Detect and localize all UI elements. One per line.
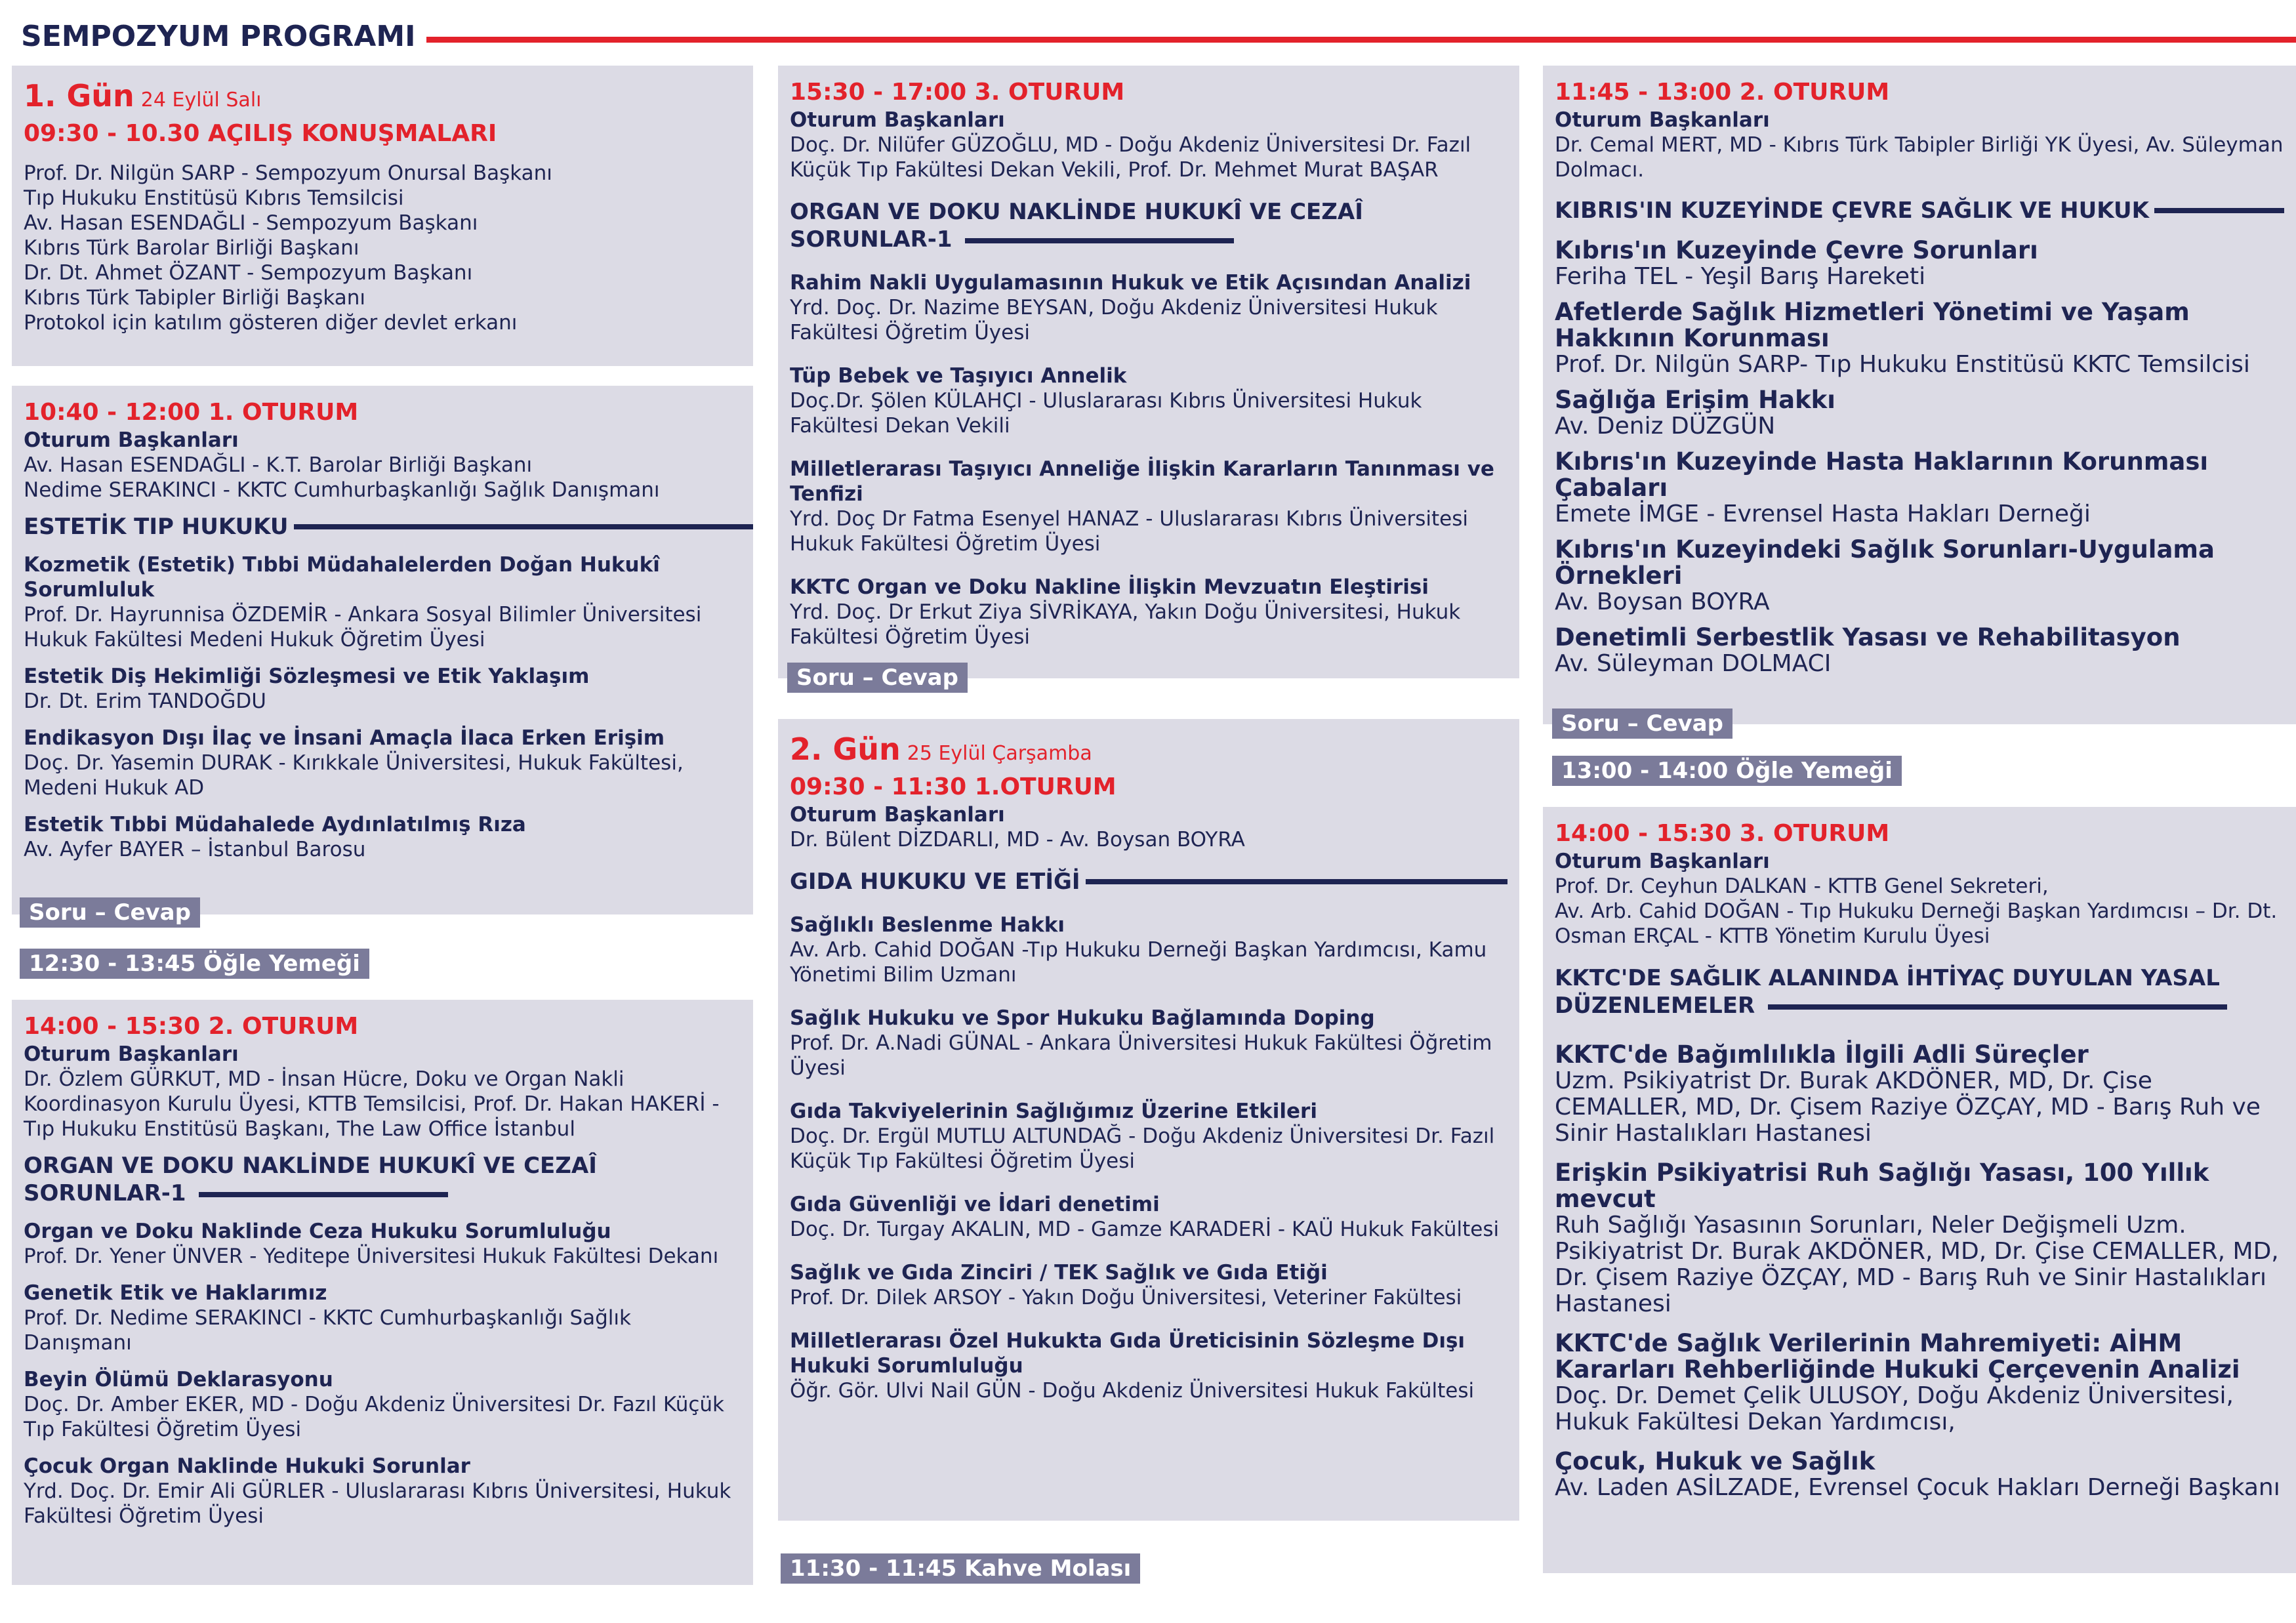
- section-heading: [790, 868, 1507, 895]
- section-rule: [2154, 208, 2284, 213]
- talk-speaker: Doç. Dr. Amber EKER, MD - Doğu Akdeniz Üniversitesi Dr. Fazıl Küçük Tıp Fakültesi Öğretim Üyesi: [24, 1393, 725, 1441]
- list-item: [1555, 299, 2284, 378]
- list-item: [790, 913, 1507, 987]
- section-heading-text: ORGAN VE DOKU NAKLİNDE HUKUKÎ VE CEZAÎ SORUNLAR-1: [790, 199, 1363, 253]
- list-item: Tıp Hukuku Enstitüsü Kıbrıs Temsilcisi: [24, 186, 404, 210]
- talk-speaker: Öğr. Gör. Ulvi Nail GÜN - Doğu Akdeniz Üniversitesi Hukuk Fakültesi: [790, 1379, 1475, 1403]
- list-item: Prof. Dr. Nilgün SARP - Sempozyum Onursal Başkanı: [24, 161, 552, 185]
- talk-title: Milletlerarası Özel Hukukta Gıda Üreticisinin Sözleşme Dışı Hukuki Sorumluluğu: [790, 1329, 1466, 1378]
- list-item: Av. Hasan ESENDAĞLI - Sempozyum Başkanı: [24, 211, 478, 235]
- session-title: 15:30 - 17:00 3. OTURUM: [790, 79, 1125, 106]
- list-item: [790, 1328, 1507, 1403]
- talk-title: Denetimli Serbestlik Yasası ve Rehabilitasyon: [1555, 623, 2181, 651]
- chairs-text: Nedime SERAKINCI - KKTC Cumhurbaşkanlığı Sağlık Danışmanı: [24, 478, 660, 502]
- section-rule: [1768, 1004, 2227, 1010]
- talk-speaker: Prof. Dr. Dilek ARSOY - Yakın Doğu Üniversitesi, Veteriner Fakültesi: [790, 1286, 1462, 1309]
- col3-session3-panel: [1543, 807, 2296, 1573]
- section-heading: [24, 513, 753, 541]
- section-heading: [1555, 197, 2284, 224]
- list-item: [24, 812, 741, 862]
- talk-title: Beyin Ölümü Deklarasyonu: [24, 1368, 333, 1391]
- talk-title: Erişkin Psikiyatrisi Ruh Sağlığı Yasası, 100 Yıllık mevcut: [1555, 1159, 2209, 1213]
- talk-title: Çocuk Organ Naklinde Hukuki Sorunlar: [24, 1454, 470, 1478]
- talk-title: Estetik Diş Hekimliği Sözleşmesi ve Etik Yaklaşım: [24, 665, 590, 688]
- list-item: [24, 552, 741, 652]
- section-heading-text: KKTC'DE SAĞLIK ALANINDA İHTİYAÇ DUYULAN YASAL DÜZENLEMELER: [1555, 965, 2220, 1019]
- day-label: 1. Gün: [24, 78, 134, 113]
- list-item: [1555, 387, 2284, 440]
- section-heading-text: KIBRIS'IN KUZEYİNDE ÇEVRE SAĞLIK VE HUKUK: [1555, 197, 2149, 224]
- chairs-label: Oturum Başkanları: [790, 108, 1005, 132]
- talk-speaker: Doç.Dr. Şölen KÜLAHÇI - Uluslararası Kıbrıs Üniversitesi Hukuk Fakültesi Dekan Vekili: [790, 389, 1422, 438]
- day-label: 2. Gün: [790, 731, 901, 767]
- chairs-label: Oturum Başkanları: [24, 428, 239, 452]
- section-rule: [294, 524, 753, 529]
- list-item: [24, 664, 741, 714]
- chairs-label: Oturum Başkanları: [1555, 850, 1770, 873]
- talk-speaker: Yrd. Doç Dr Fatma Esenyel HANAZ - Uluslararası Kıbrıs Üniversitesi Hukuk Fakültesi Öğretim Üyesi: [790, 507, 1468, 556]
- coffee-badge: 11:30 - 11:45 Kahve Molası: [781, 1553, 1140, 1584]
- talk-title: Sağlık ve Gıda Zinciri / TEK Sağlık ve Gıda Etiği: [790, 1261, 1328, 1284]
- list-item: [790, 1099, 1507, 1174]
- section-heading: [1555, 964, 2284, 1019]
- talk-speaker: Yrd. Doç. Dr. Nazime BEYSAN, Doğu Akdeniz Üniversitesi Hukuk Fakültesi Öğretim Üyesi: [790, 296, 1438, 344]
- session2-panel: [12, 1000, 753, 1585]
- list-item: [24, 1367, 741, 1442]
- talk-title: Rahim Nakli Uygulamasının Hukuk ve Etik Açısından Analizi: [790, 271, 1471, 295]
- chairs-text: Av. Hasan ESENDAĞLI - K.T. Barolar Birliği Başkanı: [24, 453, 533, 477]
- day2-panel: [778, 719, 1519, 1521]
- session-title: 14:00 - 15:30 3. OTURUM: [1555, 820, 1890, 847]
- day-date: 24 Eylül Salı: [140, 89, 262, 112]
- talk-speaker: Av. Laden ASİLZADE, Evrensel Çocuk Hakları Derneği Başkanı: [1555, 1474, 2280, 1501]
- list-item: [24, 1281, 741, 1355]
- qa-badge: Soru – Cevap: [1552, 709, 1732, 739]
- talk-speaker: Yrd. Doç. Dr Erkut Ziya SİVRİKAYA, Yakın Doğu Üniversitesi, Hukuk Fakültesi Öğretim Üyesi: [790, 600, 1461, 649]
- talk-speaker: Doç. Dr. Turgay AKALIN, MD - Gamze KARADERİ - KAÜ Hukuk Fakültesi: [790, 1218, 1500, 1241]
- talk-speaker: Av. Arb. Cahid DOĞAN -Tıp Hukuku Derneği Başkan Yardımcısı, Kamu Yönetimi Bilim Uzmanı: [790, 938, 1487, 987]
- session-title: 09:30 - 11:30 1.OTURUM: [790, 773, 1117, 800]
- talk-speaker: Doç. Dr. Ergül MUTLU ALTUNDAĞ - Doğu Akdeniz Üniversitesi Dr. Fazıl Küçük Tıp Fakültesi Öğretim Üyesi: [790, 1124, 1495, 1173]
- talk-speaker: Feriha TEL - Yeşil Barış Hareketi: [1555, 263, 1926, 290]
- talk-title: Sağlık Hukuku ve Spor Hukuku Bağlamında Doping: [790, 1006, 1375, 1030]
- talk-speaker: Av. Süleyman DOLMACI: [1555, 650, 1832, 677]
- chairs-text: Av. Arb. Cahid DOĞAN - Tıp Hukuku Derneği Başkan Yardımcısı – Dr. Dt. Osman ERÇAL - KTTB Yönetim Kurulu Üyesi: [1555, 899, 2278, 948]
- session-title: 10:40 - 12:00 1. OTURUM: [24, 399, 359, 426]
- talk-speaker: Av. Deniz DÜZGÜN: [1555, 413, 1776, 440]
- talk-title: KKTC'de Bağımlılıkla İlgili Adli Süreçler: [1555, 1040, 2089, 1069]
- section-rule: [965, 238, 1234, 243]
- talk-speaker: Prof. Dr. A.Nadi GÜNAL - Ankara Üniversitesi Hukuk Fakültesi Öğretim Üyesi: [790, 1031, 1492, 1080]
- chairs-text: Prof. Dr. Ceyhun DALKAN - KTTB Genel Sekreteri,: [1555, 874, 2049, 898]
- list-item: [1555, 237, 2284, 290]
- list-item: Protokol için katılım gösteren diğer devlet erkanı: [24, 311, 518, 335]
- col3-session2-panel: [1543, 66, 2296, 724]
- talk-title: Genetik Etik ve Haklarımız: [24, 1281, 327, 1305]
- list-item: [1555, 625, 2284, 677]
- chairs-label: Oturum Başkanları: [790, 803, 1005, 827]
- list-item: Dr. Dt. Ahmet ÖZANT - Sempozyum Başkanı: [24, 261, 473, 285]
- session-title: 11:45 - 13:00 2. OTURUM: [1555, 79, 1890, 106]
- chairs-label: Oturum Başkanları: [1555, 108, 1770, 132]
- opening-panel: [12, 66, 753, 366]
- talk-speaker: Ruh Sağlığı Yasasının Sorunları, Neler Değişmeli Uzm. Psikiyatrist Dr. Burak AKDÖNER, MD, Dr. Çise CEMALLER, MD, Dr. Çisem Raziye ÖZÇAY, MD - Barış Ruh ve Sinir Hastalıkları Hastanesi: [1555, 1212, 2279, 1317]
- section-heading: [790, 198, 1507, 253]
- talk-title: KKTC Organ ve Doku Nakline İlişkin Mevzuatın Eleştirisi: [790, 575, 1429, 599]
- talk-title: Gıda Güvenliği ve İdari denetimi: [790, 1193, 1160, 1216]
- chairs-text: Doç. Dr. Nilüfer GÜZOĞLU, MD - Doğu Akdeniz Üniversitesi Dr. Fazıl Küçük Tıp Fakültesi Dekan Vekili, Prof. Dr. Mehmet Murat BAŞAR: [790, 133, 1471, 182]
- talk-speaker: Av. Ayfer BAYER – İstanbul Barosu: [24, 838, 366, 861]
- talk-speaker: Prof. Dr. Nedime SERAKINCI - KKTC Cumhurbaşkanlığı Sağlık Danışmanı: [24, 1306, 631, 1355]
- talk-title: Estetik Tıbbi Müdahalede Aydınlatılmış Rıza: [24, 813, 526, 836]
- talk-title: Sağlıklı Beslenme Hakkı: [790, 913, 1065, 937]
- talk-speaker: Yrd. Doç. Dr. Emir Ali GÜRLER - Uluslararası Kıbrıs Üniversitesi, Hukuk Fakültesi Öğretim Üyesi: [24, 1479, 731, 1528]
- list-item: [24, 1454, 741, 1529]
- talk-title: Çocuk, Hukuk ve Sağlık: [1555, 1447, 1876, 1475]
- day1-heading: [24, 77, 741, 119]
- page-title: SEMPOZYUM PROGRAMI: [21, 20, 416, 53]
- list-item: [790, 363, 1507, 438]
- lunch-badge: 12:30 - 13:45 Öğle Yemeği: [20, 949, 369, 979]
- session1-panel: [12, 386, 753, 914]
- chairs-label: Oturum Başkanları: [24, 1042, 239, 1066]
- talk-speaker: Uzm. Psikiyatrist Dr. Burak AKDÖNER, MD, Dr. Çise CEMALLER, MD, Dr. Çisem Raziye ÖZÇAY, MD - Barış Ruh ve Sinir Hastalıkları Hastanesi: [1555, 1067, 2261, 1147]
- list-item: [790, 575, 1507, 649]
- talk-speaker: Prof. Dr. Hayrunnisa ÖZDEMİR - Ankara Sosyal Bilimler Üniversitesi Hukuk Fakültesi Medeni Hukuk Öğretim Üyesi: [24, 603, 702, 651]
- talk-speaker: Av. Boysan BOYRA: [1555, 588, 1770, 615]
- session3-panel: [778, 66, 1519, 678]
- list-item: [790, 457, 1507, 556]
- talk-title: Organ ve Doku Naklinde Ceza Hukuku Sorumluluğu: [24, 1220, 611, 1243]
- list-item: [790, 1260, 1507, 1310]
- list-item: Kıbrıs Türk Tabipler Birliği Başkanı: [24, 286, 365, 310]
- title-rule: [426, 37, 2296, 43]
- list-item: [790, 270, 1507, 345]
- list-item: [1555, 1042, 2284, 1147]
- list-item: [1555, 449, 2284, 527]
- list-item: [24, 726, 741, 800]
- qa-badge: Soru – Cevap: [20, 897, 200, 928]
- talk-speaker: Prof. Dr. Yener ÜNVER - Yeditepe Üniversitesi Hukuk Fakültesi Dekanı: [24, 1244, 719, 1268]
- talk-title: Sağlığa Erişim Hakkı: [1555, 386, 1835, 414]
- chairs-text: Dr. Bülent DİZDARLI, MD - Av. Boysan BOYRA: [790, 828, 1245, 852]
- talk-title: Tüp Bebek ve Taşıyıcı Annelik: [790, 364, 1127, 388]
- talk-title: Endikasyon Dışı İlaç ve İnsani Amaçla İlaca Erken Erişim: [24, 726, 665, 750]
- talk-title: Kıbrıs'ın Kuzeyindeki Sağlık Sorunları-Uygulama Örnekleri: [1555, 535, 2215, 590]
- talk-title: KKTC'de Sağlık Verilerinin Mahremiyeti: AİHM Kararları Rehberliğinde Hukuki Çerçevenin Analizi: [1555, 1329, 2240, 1384]
- chairs-text: Dr. Cemal MERT, MD - Kıbrıs Türk Tabipler Birliği YK Üyesi, Av. Süleyman Dolmacı.: [1555, 133, 2284, 182]
- list-item: [24, 1219, 741, 1269]
- list-item: [790, 1006, 1507, 1080]
- talk-speaker: Prof. Dr. Nilgün SARP- Tıp Hukuku Enstitüsü KKTC Temsilcisi: [1555, 351, 2250, 378]
- list-item: [1555, 537, 2284, 615]
- section-heading-text: ORGAN VE DOKU NAKLİNDE HUKUKÎ VE CEZAÎ SORUNLAR-1: [24, 1153, 597, 1206]
- lunch-badge: 13:00 - 14:00 Öğle Yemeği: [1552, 756, 1902, 786]
- talk-title: Milletlerarası Taşıyıcı Anneliğe İlişkin Kararların Tanınması ve Tenfizi: [790, 457, 1494, 506]
- section-rule: [199, 1192, 448, 1197]
- list-item: [1555, 1160, 2284, 1317]
- talk-speaker: Doç. Dr. Yasemin DURAK - Kırıkkale Üniversitesi, Hukuk Fakültesi, Medeni Hukuk AD: [24, 751, 684, 800]
- list-item: [790, 1192, 1507, 1242]
- section-heading-text: GIDA HUKUKU VE ETİĞİ: [790, 869, 1080, 895]
- talk-speaker: Dr. Dt. Erim TANDOĞDU: [24, 689, 266, 713]
- qa-badge: Soru – Cevap: [787, 663, 968, 693]
- talk-speaker: Emete İMGE - Evrensel Hasta Hakları Derneği: [1555, 501, 2091, 527]
- talk-speaker: Doç. Dr. Demet Çelik ULUSOY, Doğu Akdeniz Üniversitesi, Hukuk Fakültesi Dekan Yardımcısı,: [1555, 1382, 2234, 1435]
- talk-title: Gıda Takviyelerinin Sağlığımız Üzerine Etkileri: [790, 1099, 1317, 1123]
- talk-title: Kıbrıs'ın Kuzeyinde Çevre Sorunları: [1555, 236, 2038, 264]
- talk-title: Kıbrıs'ın Kuzeyinde Hasta Haklarının Korunması Çabaları: [1555, 447, 2209, 502]
- list-item: [1555, 1330, 2284, 1435]
- session-title: 14:00 - 15:30 2. OTURUM: [24, 1013, 359, 1040]
- chairs-text: Dr. Özlem GÜRKUT, MD - İnsan Hücre, Doku ve Organ Nakli Koordinasyon Kurulu Üyesi, KTTB Temsilcisi, Prof. Dr. Hakan HAKERİ - Tıp Hukuku Enstitüsü Başkanı, The Law Office İstanbul: [24, 1067, 720, 1141]
- section-heading-text: ESTETİK TIP HUKUKU: [24, 514, 289, 540]
- list-item: [1555, 1448, 2284, 1501]
- section-heading: [24, 1152, 741, 1207]
- session-title: 09:30 - 10.30 AÇILIŞ KONUŞMALARI: [24, 120, 497, 147]
- talk-title: Kozmetik (Estetik) Tıbbi Müdahalelerden Doğan Hukukî Sorumluluk: [24, 553, 660, 602]
- day-date: 25 Eylül Çarşamba: [907, 742, 1092, 765]
- section-rule: [1086, 879, 1507, 884]
- list-item: Kıbrıs Türk Barolar Birliği Başkanı: [24, 236, 359, 260]
- day2-heading: [790, 731, 1507, 772]
- talk-title: Afetlerde Sağlık Hizmetleri Yönetimi ve Yaşam Hakkının Korunması: [1555, 298, 2190, 352]
